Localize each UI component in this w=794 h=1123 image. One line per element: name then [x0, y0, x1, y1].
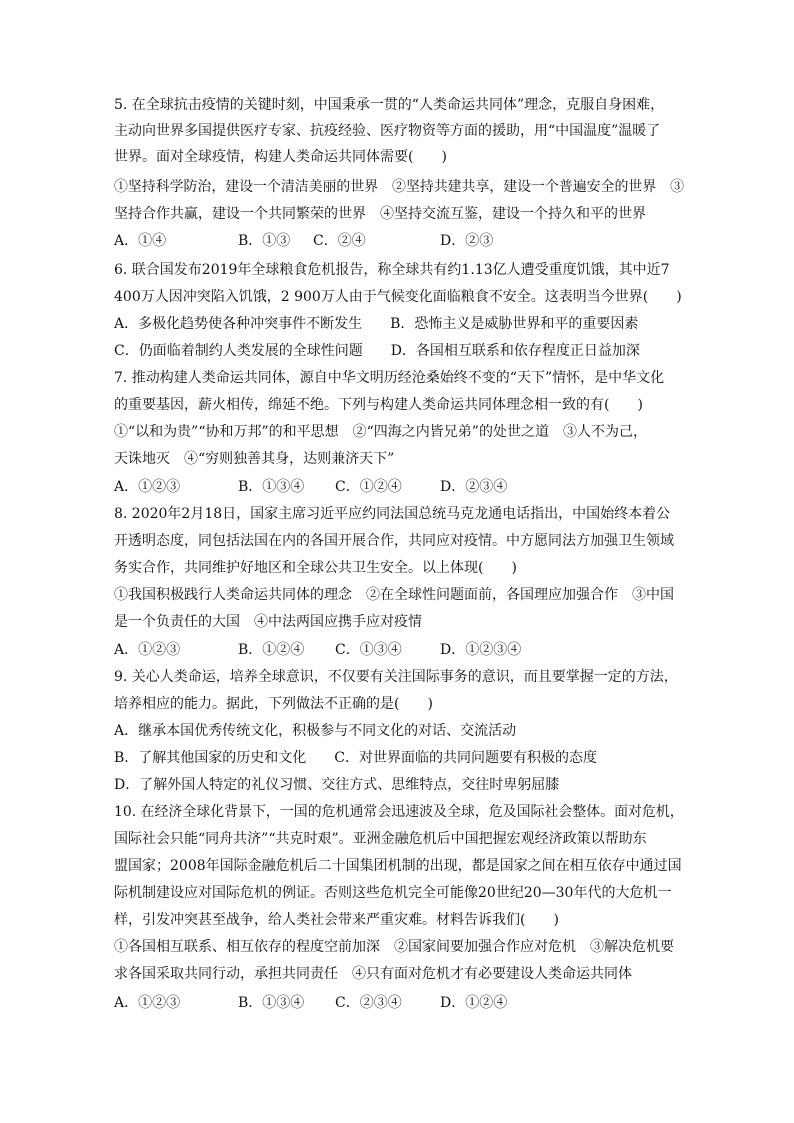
question-5-line-4: ①坚持科学防治，建设一个清洁美丽的世界 ②坚持共建共享，建设一个普遍安全的世界 ③ — [114, 179, 684, 195]
question-8-line-1: 8. 2020年2月18日，国家主席习近平应约同法国总统马克龙通电话指出，中国始终本着公 — [114, 506, 671, 522]
option-c[interactable]: C．②④ — [313, 233, 366, 249]
question-7-line-4: 天诛地灭 ④“穷则独善其身，达则兼济天下” — [114, 451, 395, 467]
question-10-line-2: 国际社会只能“同舟共济”“共克时艰”。亚洲金融危机后中国把握宏观经济政策以帮助东 — [114, 831, 647, 847]
question-10-line-4: 际机制建设应对国际危机的例证。否则这些危机完全可能像20世纪20—30年代的大危机一 — [114, 885, 672, 901]
option-a[interactable]: A．①②③ — [114, 995, 181, 1011]
question-8-line-3: 务实合作，共同维护好地区和全球公共卫生安全。以上体现( ) — [114, 560, 517, 576]
option-b[interactable]: B．①③④ — [238, 995, 305, 1011]
option-d[interactable]: D．①②③④ — [440, 642, 522, 658]
question-8-line-2: 开透明态度，同包括法国在内的各国开展合作，共同应对疫情。中方愿同法方加强卫生领域 — [114, 533, 674, 549]
question-6-option-cd[interactable]: C．仍面临着制约人类发展的全球性问题 D．各国相互联系和依存程度正日益加深 — [114, 343, 640, 359]
option-c[interactable]: C．②③④ — [335, 995, 402, 1011]
question-7-line-2: 的重要基因，薪火相传，绵延不绝。下列与构建人类命运共同体理念相一致的有( ) — [114, 397, 643, 413]
question-9-option-a[interactable]: A．继承本国优秀传统文化，积极参与不同文化的对话、交流活动 — [114, 723, 517, 739]
question-6-line-2: 400万人因冲突陷入饥饿，2 900万人由于气候变化面临粮食不安全。这表明当今世界( ) — [114, 289, 682, 305]
option-b[interactable]: B．①③ — [238, 233, 291, 249]
option-c[interactable]: C．①②④ — [335, 479, 402, 495]
question-10-line-6: ①各国相互联系、相互依存的程度空前加深 ②国家间要加强合作应对危机 ③解决危机要 — [114, 939, 674, 955]
option-d[interactable]: D．②③④ — [440, 479, 508, 495]
question-10-line-7: 求各国采取共同行动，承担共同责任 ④只有面对危机才有必要建设人类命运共同体 — [114, 966, 632, 982]
option-b[interactable]: B．①③④ — [238, 479, 305, 495]
question-9-line-1: 9. 关心人类命运，培养全球意识，不仅要有关注国际事务的意识，而且要掌握一定的方法， — [114, 669, 678, 685]
option-a[interactable]: A．①②③ — [114, 479, 181, 495]
question-8-line-5: 是一个负责任的大国 ④中法两国应携手应对疫情 — [114, 614, 422, 630]
question-9-option-bc[interactable]: B．了解其他国家的历史和文化 C．对世界面临的共同问题要有积极的态度 — [114, 750, 597, 766]
option-b[interactable]: B．①②④ — [238, 642, 305, 658]
option-d[interactable]: D．②③ — [440, 233, 494, 249]
question-7-line-1: 7. 推动构建人类命运共同体，源自中华文明历经沧桑始终不变的“天下”情怀，是中华文化 — [114, 370, 665, 386]
question-9-line-2: 培养相应的能力。据此，下列做法不正确的是( ) — [114, 696, 433, 712]
question-6-line-1: 6. 联合国发布2019年全球粮食危机报告，称全球共有约1.13亿人遭受重度饥饿，其中近7 — [114, 262, 670, 278]
option-a[interactable]: A．①②③ — [114, 642, 181, 658]
question-10-line-1: 10. 在经济全球化背景下，一国的危机通常会迅速波及全球，危及国际社会整体。面对危机， — [114, 804, 684, 820]
question-6-option-ab[interactable]: A．多极化趋势使各种冲突事件不断发生 B．恐怖主义是威胁世界和平的重要因素 — [114, 316, 639, 332]
question-5-line-3: 世界。面对全球疫情，构建人类命运共同体需要( ) — [114, 149, 447, 165]
option-a[interactable]: A．①④ — [114, 233, 167, 249]
question-5-line-1: 5. 在全球抗击疫情的关键时刻，中国秉承一贯的“人类命运共同体”理念，克服自身困难， — [114, 97, 665, 113]
question-5-line-2: 主动向世界多国提供医疗专家、抗疫经验、医疗物资等方面的援助，用“中国温度”温暖了 — [114, 123, 661, 139]
question-7-line-3: ①“以和为贵”“协和万邦”的和平思想 ②“四海之内皆兄弟”的处世之道 ③人不为己， — [114, 424, 647, 440]
question-10-line-3: 盟国家；2008年国际金融危机后二十国集团机制的出现，都是国家之间在相互依存中通过国 — [114, 858, 682, 874]
question-8-line-4: ①我国积极践行人类命运共同体的理念 ②在全球性问题面前，各国理应加强合作 ③中国 — [114, 587, 674, 603]
option-d[interactable]: D．①②④ — [440, 995, 508, 1011]
option-c[interactable]: C．①③④ — [335, 642, 402, 658]
question-5-line-5: 坚持合作共赢，建设一个共同繁荣的世界 ④坚持交流互鉴，建设一个持久和平的世界 — [114, 206, 646, 222]
question-9-option-d[interactable]: D．了解外国人特定的礼仪习惯、交往方式、思维特点，交往时卑躬屈膝 — [114, 777, 560, 793]
question-10-line-5: 样，引发冲突甚至战争，给人类社会带来严重灾难。材料告诉我们( ) — [114, 912, 559, 928]
